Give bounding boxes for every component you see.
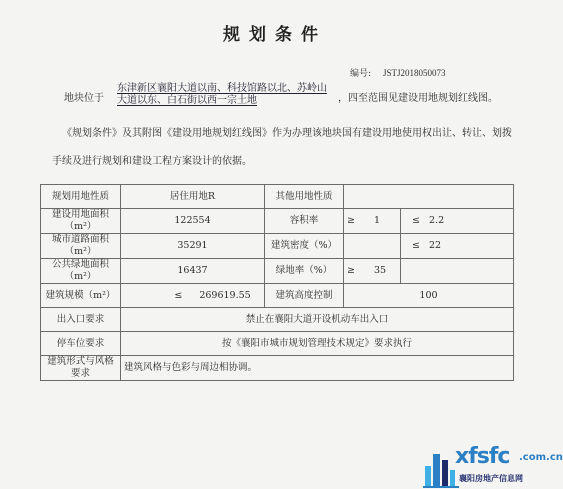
document-number-label: 编号: [350,69,372,79]
logo-tld: .com.cn [519,452,563,463]
density-max-cell [401,234,514,259]
green-ratio-empty-cell [401,259,514,284]
document-title: 规划条件 [223,25,327,45]
green-ratio-label: 绿地率（%） [265,259,344,284]
table-row [41,259,514,284]
logo-brand: xfsfc [455,444,510,469]
far-min-symbol: ≥ [347,215,355,226]
far-max-value: 2.2 [429,215,445,226]
green-area-label: 公共绿地面积（m²） [41,259,121,284]
table-row [41,308,514,332]
height-control-label: 建筑高度控制 [265,284,344,308]
planning-conditions-table [40,184,514,381]
road-area-value: 35291 [121,234,265,259]
entrance-value: 禁止在襄阳大道开设机动车出入口 [121,308,514,332]
green-area-value: 16437 [121,259,265,284]
table-row [41,209,514,234]
density-max-symbol: ≤ [412,240,420,251]
far-min-value: 1 [374,215,381,226]
far-min-cell [344,209,401,234]
building-scale-cell [121,284,265,308]
table-row [41,332,514,356]
table-row [41,284,514,308]
document-number [350,66,446,79]
height-control-value: 100 [344,284,514,308]
building-scale-value: 269619.55 [199,289,251,301]
far-max-symbol: ≤ [412,215,420,226]
other-use-label: 其他用地性质 [265,185,344,209]
table-row [41,356,514,381]
green-ratio-cell [344,259,401,284]
site-logo [423,440,563,489]
document-number-value: JSTJ2018050073 [383,68,446,78]
road-area-label: 城市道路面积（m²） [41,234,121,259]
logo-site-name: 襄阳房地产信息网 [459,474,523,483]
site-area-label: 建设用地面积（m²） [41,209,121,234]
land-use-label: 规划用地性质 [41,185,121,209]
parking-label: 停车位要求 [41,332,121,356]
style-label: 建筑形式与风格要求 [41,356,121,381]
entrance-label: 出入口要求 [41,308,121,332]
site-area-value: 122554 [121,209,265,234]
density-max-value: 22 [429,240,442,251]
far-label: 容积率 [265,209,344,234]
building-scale-symbol: ≤ [174,289,183,301]
style-value: 建筑风格与色彩与周边相协调。 [121,356,514,381]
location-label: 地块位于 [64,93,104,104]
land-use-value: 居住用地R [121,185,265,209]
table-row [41,234,514,259]
location-value: 东津新区襄阳大道以南、科技馆路以北、苏岭山大道以东、白石街以西一宗土地 [117,83,327,106]
table-row [41,185,514,209]
other-use-value [344,185,514,209]
building-scale-label: 建筑规模（m²） [41,284,121,308]
green-ratio-symbol: ≥ [347,265,355,276]
far-max-cell [401,209,514,234]
parking-value: 按《襄阳市城市规划管理技术规定》要求执行 [121,332,514,356]
intro-paragraph: 《规划条件》及其附图《建设用地规划红线图》作为办理该地块国有建设用地使用权出让、转让、划拨手续及进行规划和建设工程方案设计的依据。 [52,128,512,167]
green-ratio-value: 35 [374,265,387,276]
location-tail: ，四至范围见建设用地规划红线图。 [338,93,498,104]
density-label: 建筑密度（%） [265,234,344,259]
density-empty-cell [344,234,401,259]
